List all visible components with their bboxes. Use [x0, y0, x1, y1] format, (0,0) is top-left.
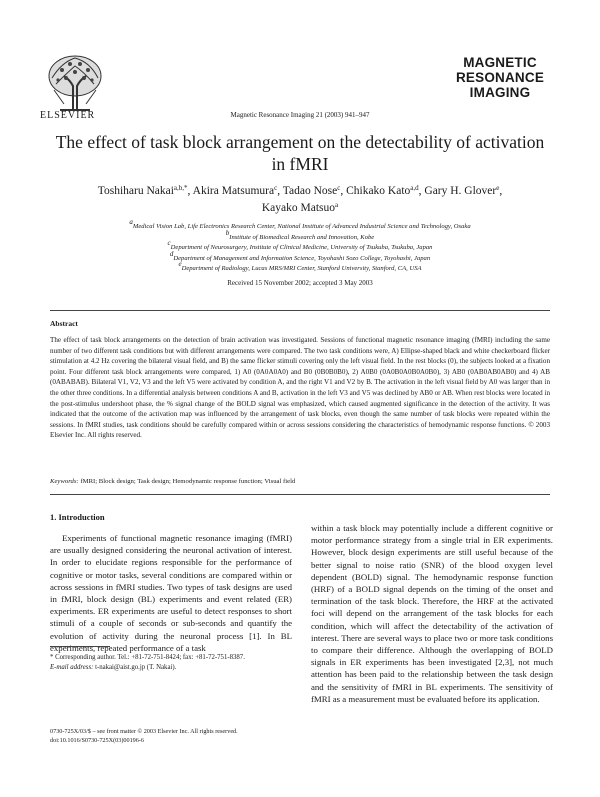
- author-name: Kayako Matsuo: [261, 202, 336, 214]
- author-affiliation-mark: c: [274, 184, 278, 192]
- affiliation-mark: e: [178, 260, 182, 268]
- affiliation-text: Department of Radiology, Lucas MRS/MRI Center, Stanford University, Stanford, CA, USA: [181, 265, 422, 272]
- affiliations: [60, 218, 540, 275]
- author-name: Tadao Nose: [282, 185, 338, 197]
- doi-line[interactable]: doi:10.1016/S0730-725X(03)00196-6: [50, 737, 145, 744]
- author-affiliation-mark: e: [496, 184, 500, 192]
- front-matter: [50, 727, 310, 745]
- affiliation: [60, 218, 540, 233]
- affiliation-mark: a: [129, 218, 133, 226]
- affiliation: [60, 260, 540, 275]
- author-name: Toshiharu Nakai: [97, 185, 174, 197]
- keywords: [50, 478, 550, 485]
- body-column-left: Experiments of functional magnetic resonance imaging (fMRI) are usually designed considering the neuronal activation of interest. In order to elucidate regions responsible for the performance of cognitive or motor tasks, several conditions are compared within or across sessions in fMRI studies. Two types of task designs are used in fMRI, block design (BL) experiments and event related (ER) experiments. ER experiments are useful to detect responses to short stimuli of a couple of seconds or sub-seconds and quantify the evolution of activity during the neuronal process [1]. In BL experiments, repeated performance of a task: [50, 533, 292, 653]
- abstract-body: The effect of task block arrangements on the detection of brain activation was investigated. Sessions of functional magnetic resonance imaging (fMRI) including the same number of two different task conditions but with different arrangements were compared. The two task conditions were, A) Ellipse-shaped black and white checkerboard flicker stimulation at 4.2 Hz covering the bilateral visual field, and B) the same flicker stimuli covering only the left visual field. In the rest blocks (0), the subjects looked at a fixation point. Four different task block arrangements were compared, 1) A0 (0A0A0A0) and B0 (0B0B0B0), 2) A0B0 (0A0B0A0B0A0B0), 3) AB0 (0AB0AB0AB0) and 4) AB (0ABABAB). Bilateral V1, V2, V3 and the left V5 were activated by condition A, and the right V1 and V2 by B. The activation in the left visual field by A0 was larger than in the other three conditions. In a differential analysis between conditions A and B, activation in the left V3 and V5 was declined by AB0 or AB. When rest blocks were located in the post-stimulus undershoot phase, the % signal change of the BOLD signal was emphasized, which caused augmented significance in the detection of the activity. It was indicated that the outcome of the activation map was influenced by the arrangement of task blocks, even though the same number of task blocks were repeated within the sessions. In fMRI studies, task conditions should be carefully compared within or across sessions considering the characteristics of hemodynamic response functions. © 2003 Elsevier Inc. All rights reserved.: [50, 336, 550, 440]
- author-name: Akira Matsumura: [192, 185, 275, 197]
- article-title: [50, 131, 550, 175]
- affiliation-text: Institute of Biomedical Research and Innovation, Kobe: [229, 233, 375, 241]
- journal-citation: Magnetic Resonance Imaging 21 (2003) 941–947: [230, 111, 370, 119]
- journal-title-line: MAGNETIC: [463, 55, 537, 70]
- affiliation-text: Department of Management and Information Science, Toyohashi Sozo College, Toyohashi, Japan: [173, 254, 431, 262]
- affiliation-mark: b: [225, 228, 230, 237]
- author-list: Toshiharu Nakai$^{a,b,*}$, Akira Matsumura$^c$, Tadao Nose$^c$, Chikako Kato$^{a,d}$, Gary H. Glover$^e$, Kayako Matsuo$^a$: [97, 184, 503, 214]
- footnote-divider: [50, 646, 110, 647]
- author-name: Gary H. Glover: [424, 185, 497, 197]
- section-heading: 1. Introduction: [50, 512, 105, 522]
- divider: [50, 494, 550, 495]
- received-dates: Received 15 November 2002; accepted 3 May 2003: [227, 279, 373, 287]
- article-title-line: The effect of task block arrangement on the detectability of activation: [55, 132, 545, 152]
- affiliation-mark: d: [169, 249, 174, 258]
- author-affiliation-mark: c: [337, 184, 341, 192]
- affiliation: [60, 228, 540, 244]
- copyright-line: 0730-725X/03/$ – see front matter © 2003 Elsevier Inc. All rights reserved.: [50, 728, 238, 735]
- affiliation: [60, 249, 540, 265]
- article-title-line: in fMRI: [271, 154, 329, 174]
- author-affiliation-mark: a: [335, 201, 339, 209]
- corresponding-mark[interactable]: *: [184, 184, 188, 192]
- journal-title: [445, 55, 555, 100]
- affiliation-mark: c: [167, 239, 171, 247]
- email-note: [50, 663, 292, 673]
- email-label: E-mail address:: [50, 664, 94, 671]
- keywords-label: Keywords:: [50, 478, 79, 485]
- body-column-right: within a task block may potentially include a different cognitive or motor performance strategy from a single trial in ER experiments. However, block design experiments are still useful because of the better signal to noise ratio (SNR) of the blood oxygen level dependent (BOLD) signal. The hemodynamic response function (HRF) of a BOLD signal depends on the timing of the onset and termination of the task block. Therefore, the HRF at the activated foci will depend on the arrangement of the task blocks for each condition, which will affect the detectability of the activation of interest. There are several ways to place two or more task conditions to compare their difference. Although the overlapping of BOLD signals in ER experiments has been investigated [2,3], not much attention has been paid to the relationship between the task design and the sensitivity of fMRI in BL experiments. The sensitivity of fMRI as a measurement must be evaluated before its application.: [311, 523, 553, 704]
- footnote: [50, 653, 292, 673]
- journal-title-line: RESONANCE: [455, 70, 545, 85]
- abstract-heading: Abstract: [50, 319, 78, 328]
- keywords-list: fMRI; Block design; Task design; Hemodynamic response function; Visual field: [80, 478, 296, 485]
- author-affiliation-mark: a,b,: [173, 184, 185, 192]
- publisher-name: ELSEVIER: [40, 110, 96, 121]
- divider: [50, 310, 550, 311]
- journal-title-line: IMAGING: [469, 85, 531, 100]
- author-name: Chikako Kato: [346, 185, 411, 197]
- affiliation: [60, 239, 540, 254]
- email-link[interactable]: t-nakai@aist.go.jp (T. Nakai).: [95, 664, 177, 671]
- affiliation-text: Department of Neurosurgery, Institute of Clinical Medicine, University of Tsukuba, Tsukuba, Japan: [170, 244, 433, 251]
- affiliation-text: Medical Vision Lab, Life Electronics Research Center, National Institute of Advanced Industrial Science and Technology, Osaka: [132, 223, 471, 230]
- corresponding-author-note: * Corresponding author. Tel.: +81-72-751-8424; fax: +81-72-751-8387.: [50, 654, 245, 661]
- author-affiliation-mark: a,d: [410, 184, 419, 192]
